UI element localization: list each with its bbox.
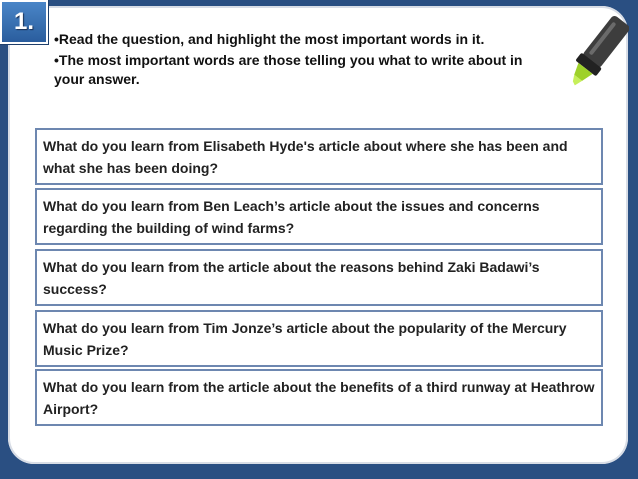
question-box-3: What do you learn from the article about the reasons behind Zaki Badawi’s success? [35,249,603,306]
instructions [54,30,544,91]
instruction-2: •The most important words are those telling you what to write about in your answer. [54,52,523,87]
question-box-2: What do you learn from Ben Leach’s article about the issues and concerns regarding the building of wind farms? [35,188,603,245]
instruction-1: •Read the question, and highlight the most important words in it. [54,31,485,47]
question-box-5: What do you learn from the article about the benefits of a third runway at Heathrow Airport? [35,369,603,426]
question-box-1: What do you learn from Elisabeth Hyde's article about where she has been and what she has been doing? [35,128,603,185]
highlighter-pen-icon [563,12,629,98]
question-box-4: What do you learn from Tim Jonze’s article about the popularity of the Mercury Music Prize? [35,310,603,367]
slide-number-badge: 1. [0,0,48,44]
